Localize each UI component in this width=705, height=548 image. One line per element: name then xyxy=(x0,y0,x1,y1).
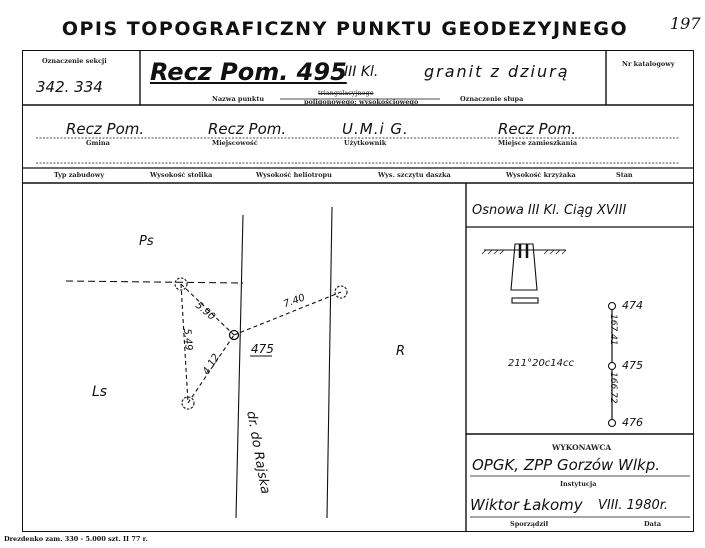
uzytkownik-value: U.M.i G. xyxy=(342,120,409,138)
traverse-point-mid xyxy=(609,363,616,370)
uzytkownik-label: Użytkownik xyxy=(344,139,387,147)
miejscowosc-value: Recz Pom. xyxy=(208,120,287,138)
traverse-dist-lower: 166.72 xyxy=(608,372,618,404)
traverse-point-top xyxy=(609,303,616,310)
header-daszek: Wys. szczytu daszka xyxy=(378,171,451,179)
date-label: Data xyxy=(644,520,662,528)
gmina-value: Recz Pom. xyxy=(66,120,145,138)
traverse-dist-upper: 167.41 xyxy=(608,314,618,346)
contractor-label: WYKONAWCA xyxy=(552,443,612,452)
traverse-label-top: 474 xyxy=(622,299,643,312)
institution-label: Instytucja xyxy=(560,480,597,488)
author-label: Sporządził xyxy=(510,520,549,528)
label-ls: Ls xyxy=(92,384,108,400)
header-heliotrop: Wysokość heliotropu xyxy=(256,171,332,179)
traverse-point-bot xyxy=(609,420,616,427)
distance-3: 5.49 xyxy=(181,328,194,352)
distance-2: 7.40 xyxy=(282,292,307,311)
page-number: 197 xyxy=(670,14,701,33)
traverse-angle: 211°20c14cc xyxy=(508,358,575,369)
section-value: 342. 334 xyxy=(36,78,103,96)
label-r: R xyxy=(396,344,406,359)
stone-marker xyxy=(511,244,537,290)
print-footer: Drezdenko zam. 330 - 5.000 szt. II 77 r. xyxy=(4,535,148,543)
header-krzyzak: Wysokość krzyżaka xyxy=(506,171,576,179)
osnowa-text: Osnowa III Kl. Ciąg XVIII xyxy=(472,203,627,218)
date-value: VIII. 1980r. xyxy=(598,498,669,513)
distance-4: 4.12 xyxy=(201,352,223,377)
sketch-point-label: 475 xyxy=(251,342,274,356)
marking-label: Oznaczenie słupa xyxy=(460,95,524,103)
header-stolik: Wysokość stolika xyxy=(150,171,213,179)
road-label: dr. do Rajska xyxy=(243,410,273,496)
label-ps: Ps xyxy=(139,234,154,249)
distance-1: 5.90 xyxy=(192,300,218,323)
catalog-label: Nr katalogowy xyxy=(622,60,675,68)
base-plate xyxy=(512,298,538,303)
traverse-label-bot: 476 xyxy=(622,416,643,429)
gmina-label: Gmina xyxy=(86,139,110,147)
author-value: Wiktor Łakomy xyxy=(470,496,583,514)
page-title: OPIS TOPOGRAFICZNY PUNKTU GEODEZYJNEGO xyxy=(61,18,629,40)
miejscowosc-label: Miejscowość xyxy=(212,139,258,147)
header-stan: Stan xyxy=(616,171,633,179)
point-type-line2: poligonowego; wysokościowego xyxy=(304,98,419,106)
section-label: Oznaczenie sekcji xyxy=(42,57,107,65)
traverse-label-mid: 475 xyxy=(622,359,643,372)
point-class: III Kl. xyxy=(344,64,379,80)
point-name: Recz Pom. 495 xyxy=(150,58,347,86)
point-type-line1: triangulacyjnego xyxy=(318,89,374,97)
zamieszkania-label: Miejsce zamieszkania xyxy=(498,139,578,147)
zamieszkania-value: Recz Pom. xyxy=(498,120,577,138)
point-marking: granit z dziurą xyxy=(424,62,570,81)
header-zabudowa: Typ zabudowy xyxy=(54,171,105,179)
contractor-value: OPGK, ZPP Gorzów Wlkp. xyxy=(472,456,661,474)
point-name-label: Nazwa punktu xyxy=(212,95,265,103)
